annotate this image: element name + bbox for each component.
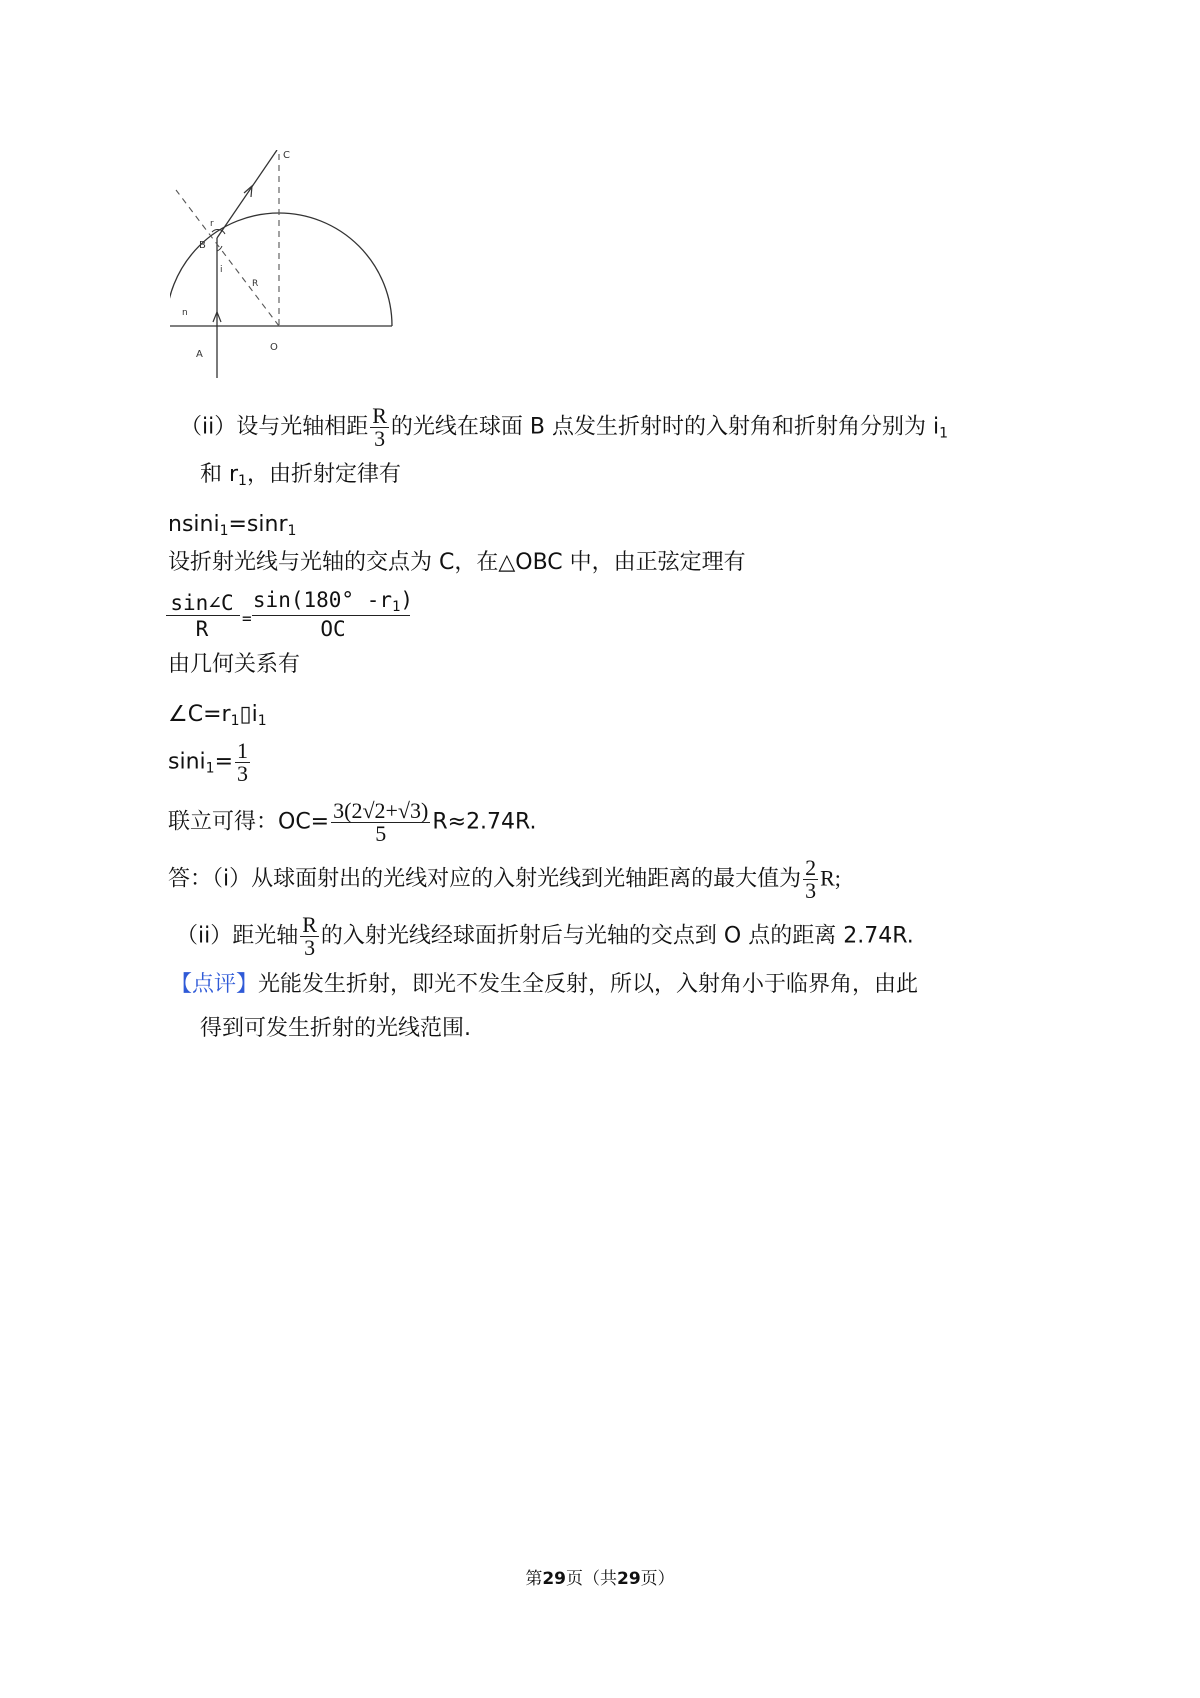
para-sine-law: 设折射光线与光轴的交点为 C，在△OBC 中，由正弦定理有	[168, 550, 746, 575]
fraction-oc: $\frac{3(2√2+√3)}{5}$	[333, 798, 429, 846]
page-footer: 第29页（共29页）	[525, 1569, 675, 1589]
refraction-diagram	[170, 150, 430, 390]
label-i: i	[220, 265, 223, 275]
equation-sin-i1: sini$_1$= $\frac{1}{3}$	[168, 738, 248, 786]
fraction-r-over-3: $\frac{R}{3}$	[372, 403, 387, 451]
label-r: r	[210, 219, 214, 229]
fraction-one-third: $\frac{1}{3}$	[237, 738, 248, 786]
normal-line	[176, 190, 279, 326]
page-total: 29	[617, 1569, 641, 1589]
comment-line1: 【点评】光能发生折射，即光不发生全反射，所以，入射角小于临界角，由此	[170, 972, 919, 997]
equation-angle-c: $\angle C=r_1▯i_1$	[168, 702, 267, 729]
equation-oc-result: 联立可得：OC= $\frac{3(2√2+√3)}{5}$ R≈2.74R.	[168, 798, 537, 846]
fraction-two-thirds: $\frac{2}{3}$	[805, 855, 817, 903]
para-geometry: 由几何关系有	[168, 652, 301, 677]
page-number: 29	[542, 1569, 566, 1589]
fraction-r-over-3-b: $\frac{R}{3}$	[302, 912, 317, 960]
label-a: A	[196, 349, 203, 360]
label-o: O	[270, 342, 278, 353]
label-R: R	[252, 279, 259, 289]
refracted-ray	[217, 150, 277, 238]
answer-ii: （ii）距光轴 $\frac{R}{3}$ 的入射光线经球面折射后与光轴的交点到 O 点的距离 2.74R.	[176, 912, 914, 960]
answer-i: 答：（i）从球面射出的光线对应的入射光线到光轴距离的最大值为 $\frac{2}{3}$ R;	[168, 855, 841, 903]
equation-sine-law: sin∠C sin(180° $-r_1$) = R OC	[166, 588, 418, 641]
label-n: n	[182, 308, 188, 318]
hemisphere-arc	[170, 213, 392, 326]
comment-line2: 得到可发生折射的光线范围.	[200, 1016, 471, 1041]
equation-snell: nsini$_1$=sinr$_1$	[168, 512, 297, 539]
para-ii-line2: 和 $r_1$，由折射定律有	[200, 462, 401, 489]
label-b: B	[199, 240, 206, 251]
label-c: C	[283, 150, 290, 161]
comment-tag: 【点评】	[170, 972, 259, 997]
para-ii-line1: （ii）设与光轴相距 $\frac{R}{3}$ 的光线在球面 B 点发生折射时的入射角和折射角分别为 $i_1$	[180, 403, 949, 451]
